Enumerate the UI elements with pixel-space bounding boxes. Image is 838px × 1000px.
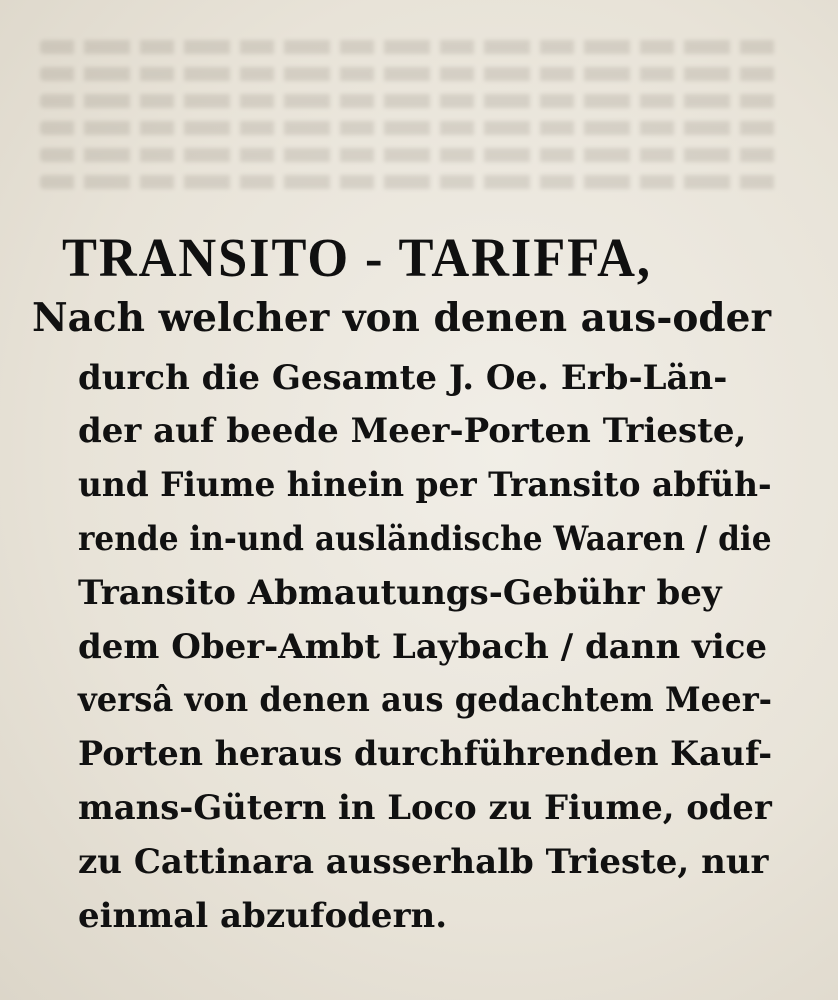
- text-line: mans-Gütern in Loco zu Fiume, oder: [78, 788, 772, 828]
- text-line: der auf beede Meer-Porten Trieste,: [78, 411, 747, 451]
- text-line: Porten heraus durchführenden Kauf-: [78, 734, 773, 774]
- document-title: TRANSITO - TARIFFA,: [62, 227, 652, 288]
- text-line: und Fiume hinein per Transito abfüh-: [78, 465, 772, 505]
- text-line: Nach welcher von denen aus-oder: [32, 295, 772, 341]
- text-line: versâ von denen aus gedachtem Meer-: [78, 680, 773, 720]
- text-line: rende in-und ausländische Waaren / die: [78, 519, 772, 559]
- text-line: durch die Gesamte J. Oe. Erb-Län-: [78, 358, 728, 398]
- text-line: einmal abzufodern.: [78, 896, 448, 936]
- text-line: Transito Abmautungs-Gebühr bey: [78, 573, 722, 613]
- text-line: dem Ober-Ambt Laybach / dann vice: [78, 627, 768, 667]
- bleed-through-text: [40, 40, 780, 210]
- text-line: zu Cattinara ausserhalb Trieste, nur: [78, 842, 769, 882]
